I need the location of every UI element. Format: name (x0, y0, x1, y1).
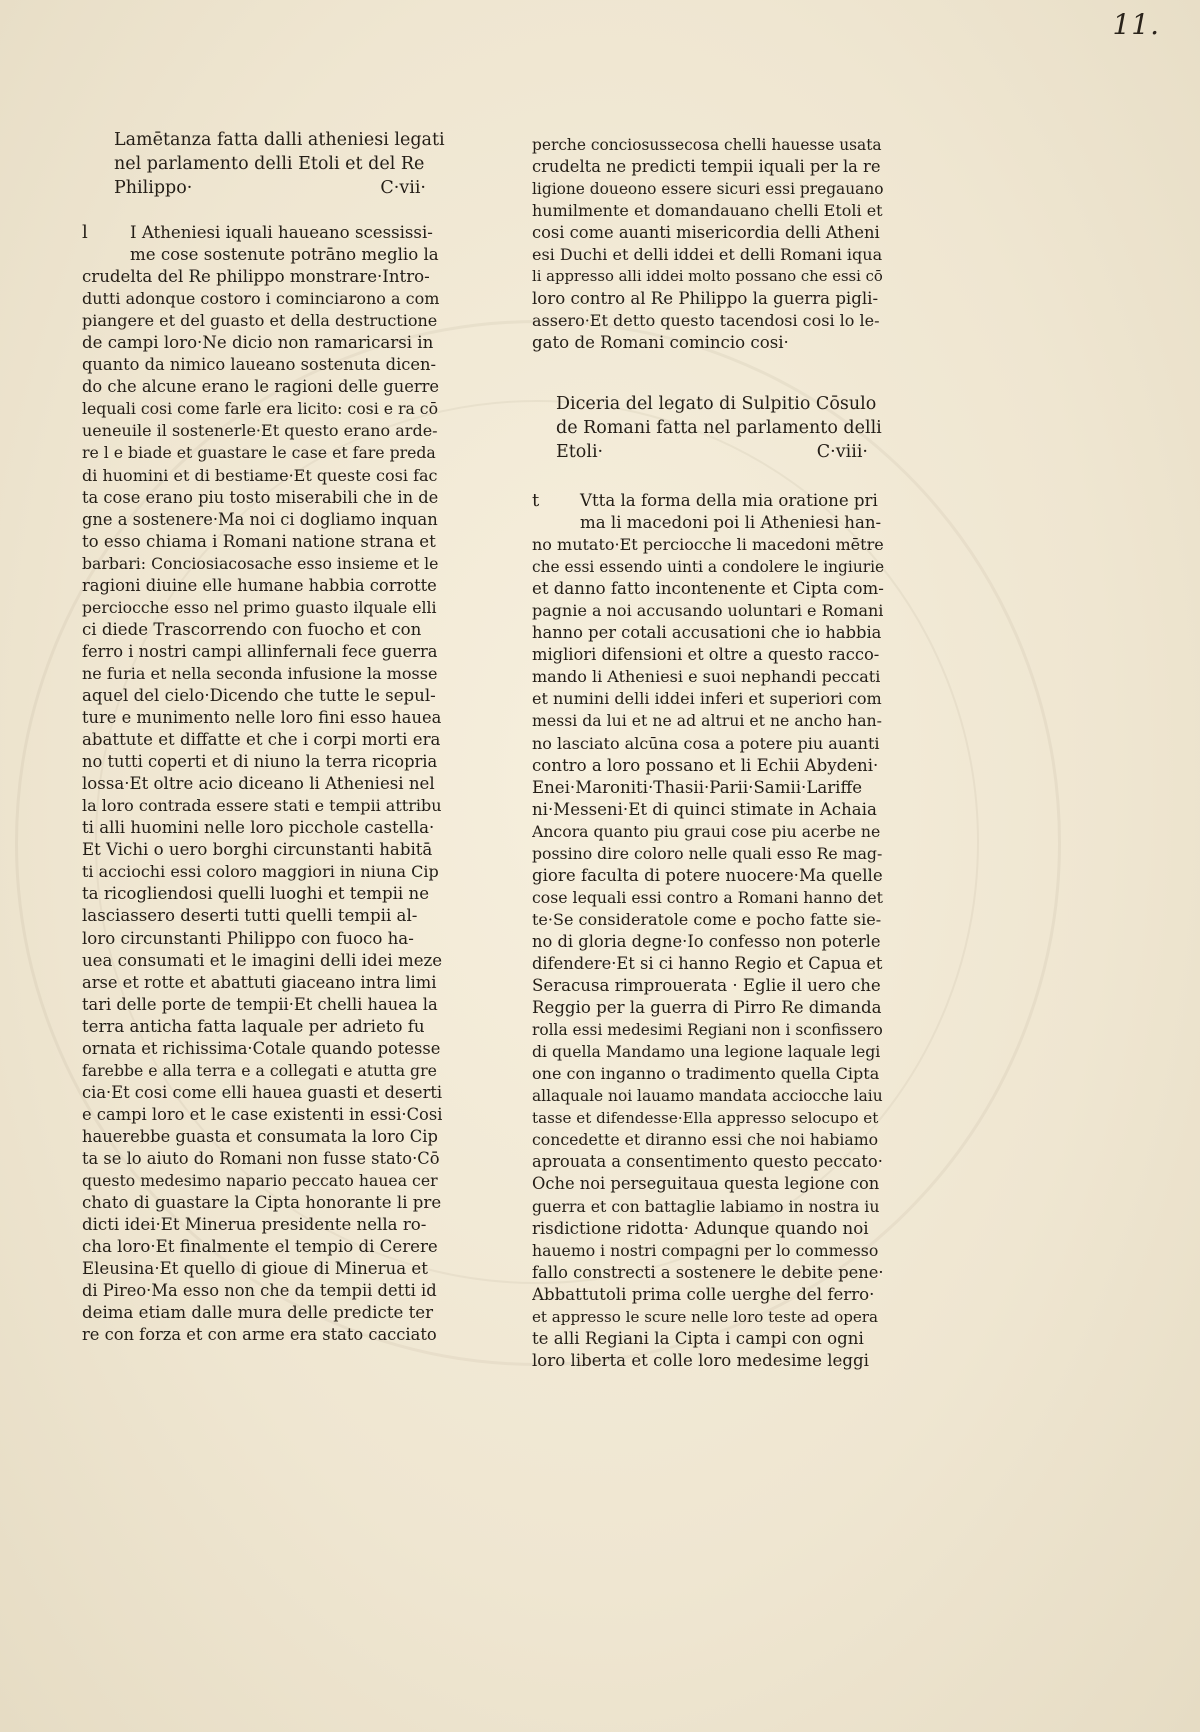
text-line: risdictione ridotta· Adunque quando noi (532, 1218, 869, 1238)
text-line: to esso chiama i Romani natione strana et (82, 531, 436, 551)
text-line: rolla essi medesimi Regiani non i sconfissero (532, 1021, 883, 1040)
left-column-text (82, 222, 442, 1346)
text-line: loro circunstanti Philippo con fuoco ha- (82, 928, 414, 948)
text-line: possino dire coloro nelle quali esso Re mag- (532, 843, 883, 863)
text-line: Vtta la forma della mia oratione pri (580, 491, 878, 510)
text-line: lasciassero deserti tutti quelli tempii al- (82, 906, 418, 926)
text-line: la loro contrada essere stati e tempii attribu (82, 796, 442, 816)
text-line: difendere·Et si ci hanno Regio et Capua et (532, 953, 883, 973)
heading-line: Diceria del legato di Sulpitio Cōsulo (556, 394, 877, 414)
text-line: loro contro al Re Philippo la guerra pigli- (532, 289, 879, 309)
right-column-text-top (532, 134, 884, 354)
text-line: abattute et diffatte et che i corpi morti era (82, 730, 441, 750)
text-line: di huomini et di bestiame·Et queste cosi fac (82, 465, 438, 485)
text-line: dutti adonque costoro i cominciarono a com (82, 289, 440, 309)
text-line: hauerebbe guasta et consumata la loro Cip (82, 1126, 438, 1146)
text-line: ornata et richissima·Cotale quando potesse (82, 1038, 441, 1058)
heading-line: Etoli· (556, 442, 604, 462)
text-line: de campi loro·Ne dicio non ramaricarsi in (82, 333, 434, 353)
text-line: cose lequali essi contro a Romani hanno det (532, 887, 883, 907)
text-line: humilmente et domandauano chelli Etoli et (532, 201, 883, 221)
text-line: aprouata a consentimento questo peccato· (532, 1152, 883, 1172)
text-line: re con forza et con arme era stato cacciato (82, 1325, 437, 1345)
text-line: arse et rotte et abattuti giaceano intra limi (82, 972, 437, 992)
text-line: farebbe e alla terra e a collegati e atutta gre (82, 1060, 437, 1080)
text-line: ture e munimento nelle loro fini esso hauea (82, 708, 442, 728)
text-line: giore faculta di potere nuocere·Ma quelle (532, 865, 883, 885)
text-line: ferro i nostri campi allinfernali fece guerra (82, 641, 438, 661)
text-line: lequali cosi come farle era licito: cosi e ra cō (82, 399, 439, 419)
text-line: I Atheniesi iquali haueano scessissi- (130, 223, 433, 242)
text-line: et appresso le scure nelle loro teste ad opera (532, 1307, 879, 1326)
text-line: guerra et con battaglie labiamo in nostra iu (532, 1196, 880, 1216)
text-line: Eleusina·Et quello di gioue di Minerua et (82, 1259, 428, 1279)
text-line: no di gloria degne·Io confesso non poterle (532, 931, 881, 951)
chapter-number: C·viii· (816, 442, 868, 462)
text-line: lossa·Et oltre acio diceano li Atheniesi nel (82, 774, 435, 794)
text-line: no mutato·Et perciocche li macedoni mētre (532, 535, 884, 555)
heading-line: nel parlamento delli Etoli et del Re (114, 154, 425, 174)
text-line: quanto da nimico laueano sostenuta dicen- (82, 355, 437, 375)
text-line: cosi come auanti misericordia delli Atheni (532, 223, 880, 243)
text-line: Et Vichi o uero borghi circunstanti habitā (82, 840, 433, 860)
text-line: piangere et del guasto et della destructione (82, 311, 438, 331)
heading-line: de Romani fatta nel parlamento delli (556, 418, 882, 438)
text-line: barbari: Conciosiacosache esso insieme et le (82, 553, 439, 573)
text-line: ti acciochi essi coloro maggiori in niuna Cip (82, 862, 439, 882)
text-line: Ancora quanto piu graui cose piu acerbe ne (532, 821, 881, 841)
text-line: perciocche esso nel primo guasto ilquale elli (82, 597, 437, 617)
text-line: questo medesimo napario peccato hauea cer (82, 1171, 438, 1191)
heading-tail (556, 440, 886, 464)
text-line: concedette et diranno essi che noi habiamo (532, 1130, 879, 1150)
text-line: uea consumati et le imagini delli idei meze (82, 950, 442, 970)
text-line: ragioni diuine elle humane habbia corrotte (82, 575, 437, 595)
text-line: hauemo i nostri compagni per lo commesso (532, 1240, 879, 1260)
chapter-number: C·vii· (380, 178, 426, 198)
text-line: aquel del cielo·Dicendo che tutte le sepul- (82, 685, 436, 705)
text-line: di Pireo·Ma esso non che da tempii detti id (82, 1281, 437, 1301)
text-line: li appresso alli iddei molto possano che essi cō (532, 268, 883, 286)
text-line: contro a loro possano et li Echii Abydeni· (532, 755, 879, 775)
text-line: fallo constrecti a sostenere le debite pene· (532, 1262, 884, 1282)
text-line: me cose sostenute potrāno meglio la (130, 245, 439, 265)
text-line: Oche noi perseguitaua questa legione con (532, 1174, 880, 1194)
text-line: migliori difensioni et oltre a questo racco- (532, 645, 880, 665)
text-line: ti alli huomini nelle loro picchole castella· (82, 818, 435, 838)
text-line: ni·Messeni·Et di quinci stimate in Achaia (532, 799, 877, 819)
text-line: te alli Regiani la Cipta i campi con ogni (532, 1328, 864, 1348)
text-line: ta ricogliendosi quelli luoghi et tempii ne (82, 884, 430, 904)
text-line: crudelta ne predicti tempii iquali per la re (532, 157, 881, 177)
text-line: Reggio per la guerra di Pirro Re dimanda (532, 998, 882, 1018)
text-line: di quella Mandamo una legione laquale legi (532, 1042, 881, 1062)
text-line: Enei·Maroniti·Thasii·Parii·Samii·Lariffe (532, 777, 863, 797)
text-line: ta se lo aiuto do Romani non fusse stato·Cō (82, 1148, 440, 1168)
text-line: no tutti coperti et di niuno la terra ricopria (82, 752, 438, 772)
text-line: re l e biade et guastare le case et fare preda (82, 443, 436, 463)
text-line: esi Duchi et delli iddei et delli Romani iqua (532, 245, 883, 265)
text-line: crudelta del Re philippo monstrare·Intro- (82, 267, 430, 287)
text-line: et numini delli iddei inferi et superiori com (532, 689, 882, 709)
text-line: deima etiam dalle mura delle predicte ter (82, 1303, 434, 1323)
text-line: perche conciosussecosa chelli hauesse usata (532, 136, 882, 154)
text-line: gato de Romani comincio cosi· (532, 333, 789, 353)
text-line: one con inganno o tradimento quella Cipta (532, 1064, 880, 1084)
text-line: allaquale noi lauamo mandata acciocche laiu (532, 1087, 883, 1106)
text-line: terra anticha fatta laquale per adrieto fu (82, 1016, 425, 1036)
text-line: tasse et difendesse·Ella appresso selocupo et (532, 1109, 879, 1128)
heading-line: Philippo· (114, 178, 193, 198)
text-line: Abbattutoli prima colle uerghe del ferro· (532, 1284, 875, 1304)
text-line: do che alcune erano le ragioni delle guerre (82, 377, 440, 397)
text-line: ligione doueono essere sicuri essi pregauano (532, 180, 884, 199)
folio-number: 11. (1112, 8, 1160, 41)
text-line: ta cose erano piu tosto miserabili che in de (82, 487, 439, 507)
text-line: ueneuile il sostenerle·Et questo erano arde- (82, 421, 438, 441)
text-line: messi da lui et ne ad altrui et ne ancho han- (532, 711, 882, 731)
text-line: tari delle porte de tempii·Et chelli hauea la (82, 994, 438, 1014)
chapter-heading-vii (114, 128, 444, 200)
guide-letter: t (532, 490, 540, 511)
guide-letter: l (82, 222, 88, 243)
text-line: chato di guastare la Cipta honorante li pre (82, 1193, 442, 1213)
text-line: loro liberta et colle loro medesime leggi (532, 1350, 869, 1370)
right-column-text (532, 490, 884, 1372)
text-line: gne a sostenere·Ma noi ci dogliamo inquan (82, 509, 438, 529)
text-line: e campi loro et le case existenti in essi·Cosi (82, 1104, 442, 1124)
text-line: ci diede Trascorrendo con fuocho et con (82, 619, 422, 639)
heading-tail (114, 176, 444, 200)
text-line: hanno per cotali accusationi che io habbia (532, 623, 882, 643)
text-line: mando li Atheniesi e suoi nephandi peccati (532, 667, 881, 687)
text-line: assero·Et detto questo tacendosi cosi lo le- (532, 311, 880, 331)
text-line: te·Se consideratole come e pocho fatte sie- (532, 909, 882, 929)
text-line: pagnie a noi accusando uoluntari e Romani (532, 601, 884, 621)
heading-line: Lamētanza fatta dalli atheniesi legati (114, 130, 445, 150)
text-line: no lasciato alcūna cosa a potere piu auanti (532, 733, 880, 753)
text-line: ma li macedoni poi li Atheniesi han- (580, 513, 882, 533)
text-line: Seracusa rimprouerata · Eglie il uero che (532, 976, 881, 996)
text-line: dicti idei·Et Minerua presidente nella ro- (82, 1215, 427, 1235)
text-line: cia·Et cosi come elli hauea guasti et deserti (82, 1082, 442, 1102)
text-line: ne furia et nella seconda infusione la mosse (82, 663, 438, 683)
text-line: cha loro·Et finalmente el tempio di Cerere (82, 1237, 438, 1257)
chapter-heading-viii (556, 392, 886, 464)
text-line: che essi essendo uinti a condolere le ingiurie (532, 558, 884, 577)
text-line: et danno fatto incontenente et Cipta com- (532, 579, 884, 599)
